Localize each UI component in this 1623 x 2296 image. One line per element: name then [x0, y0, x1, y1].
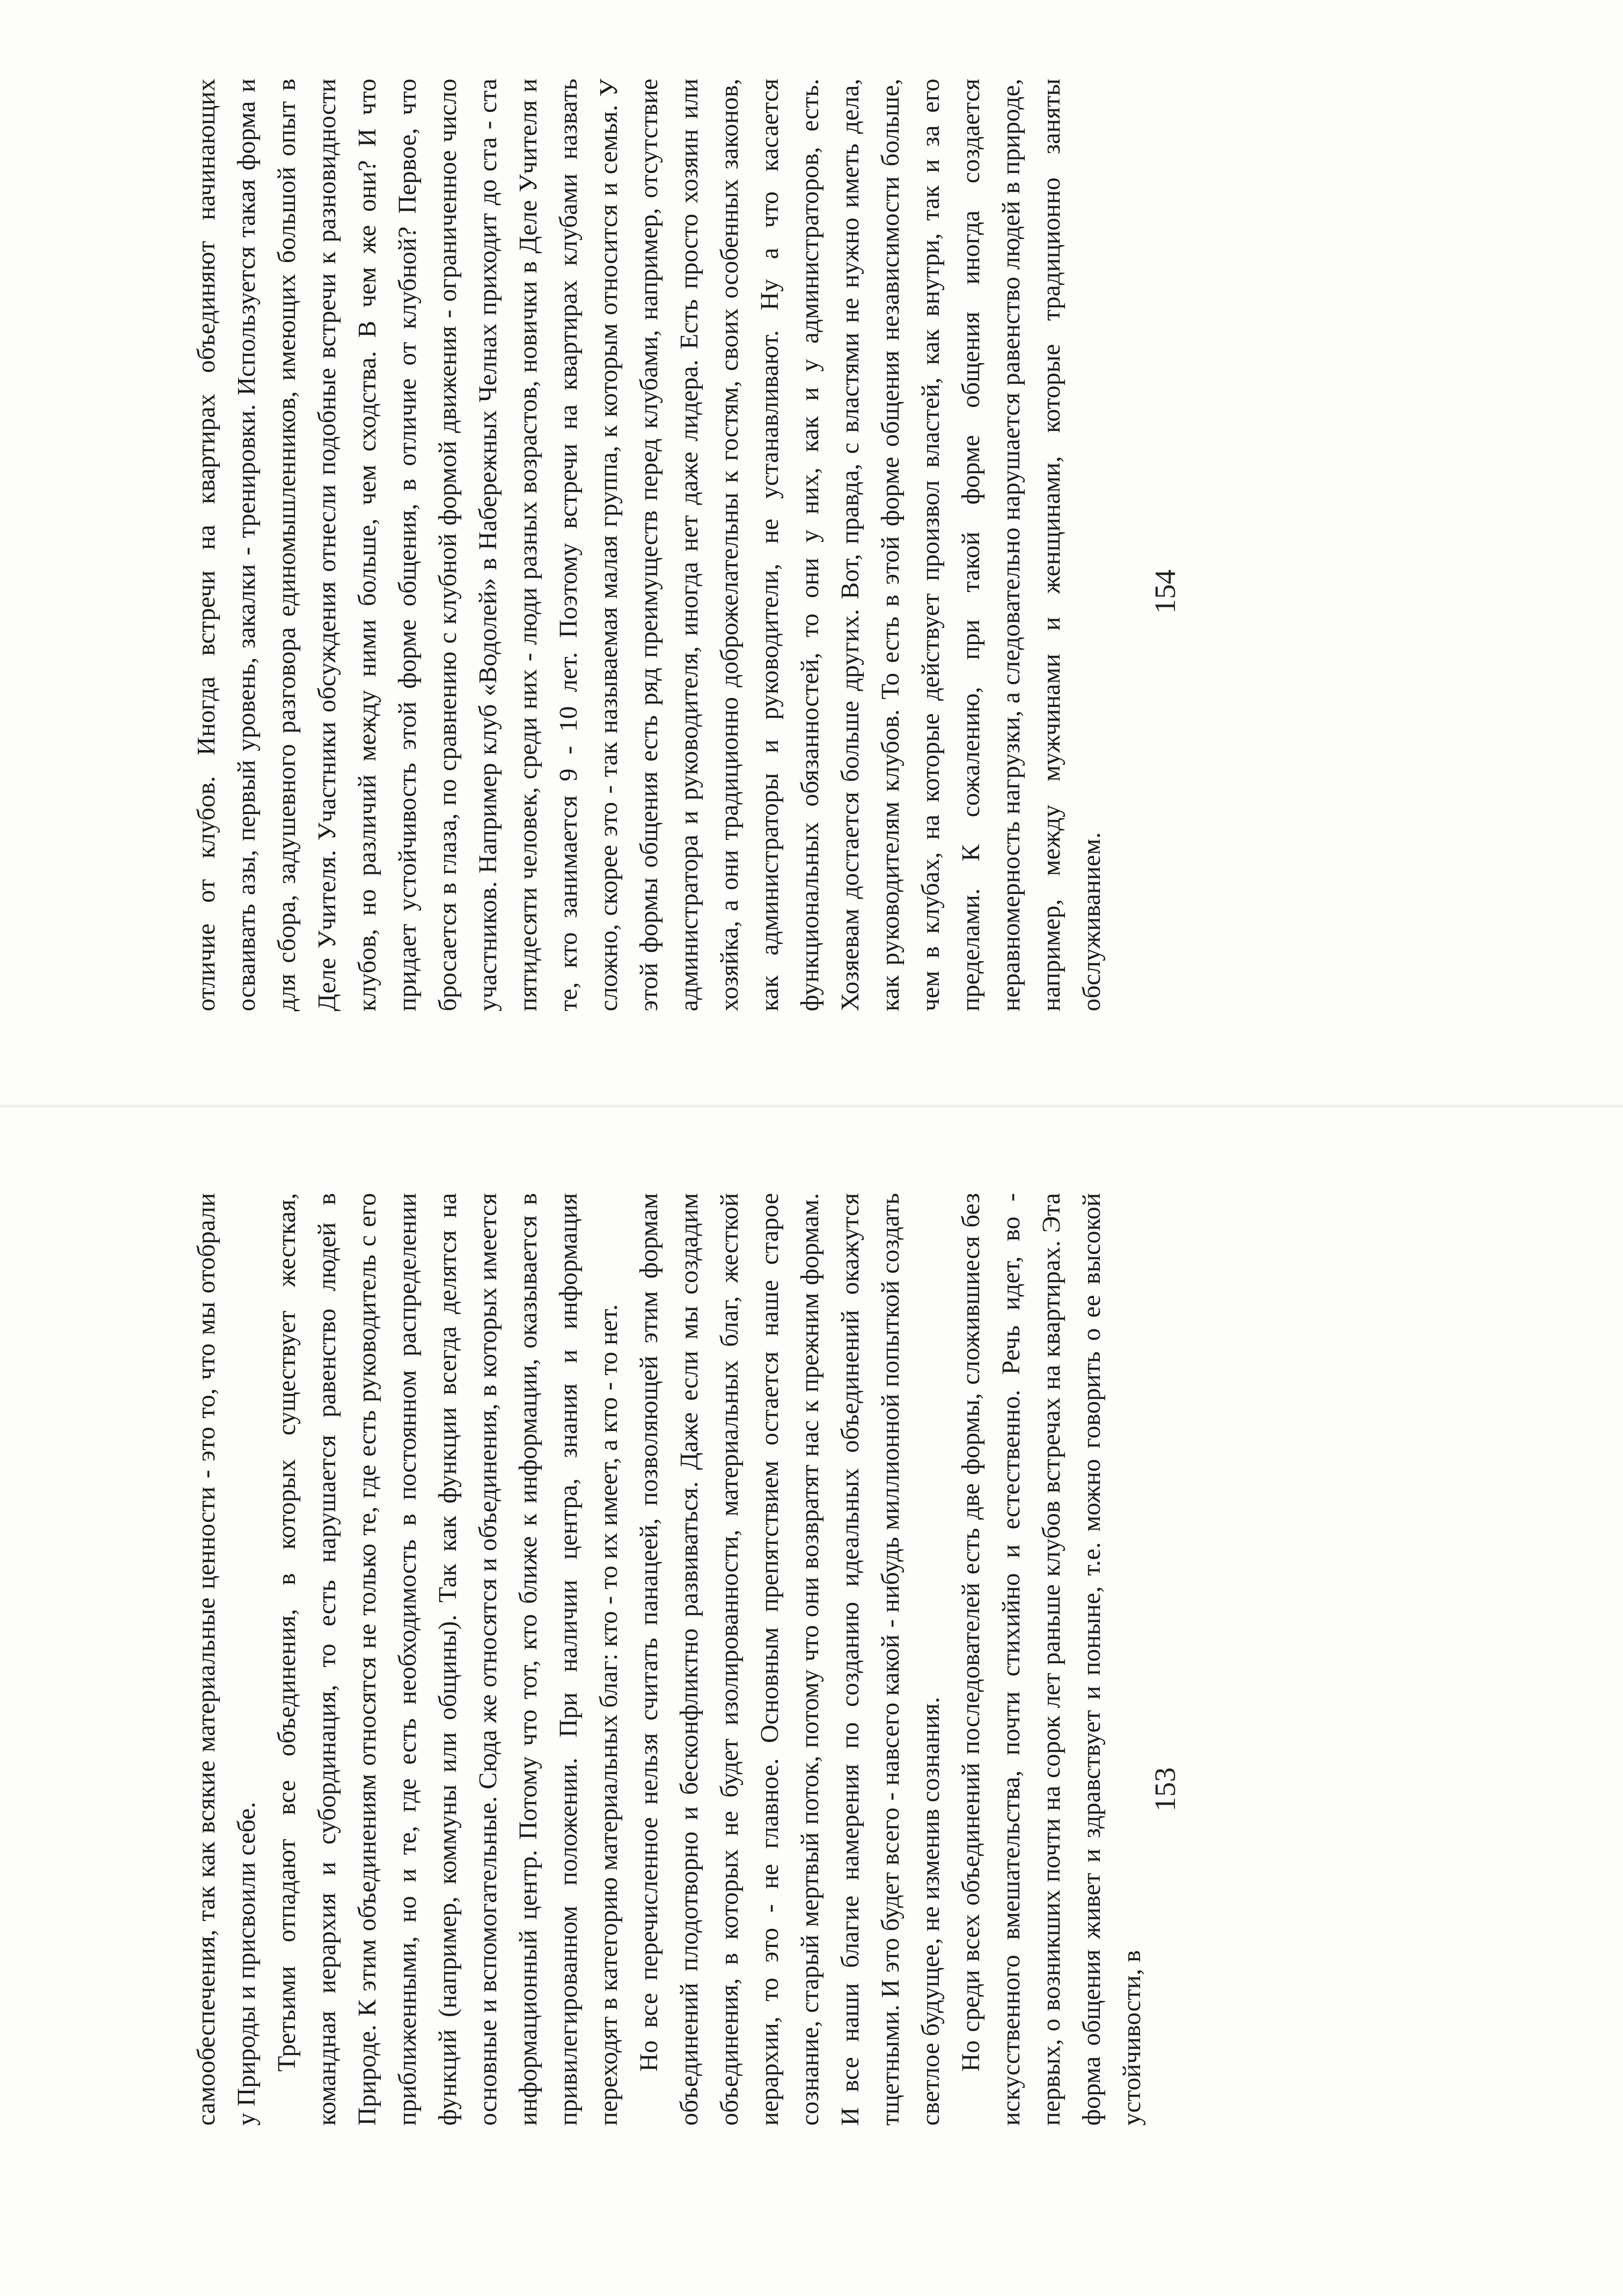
left-paragraph-2: Третьими отпадают все объединения, в которых существует жесткая, командная иерархия и субординация, то есть нарушается равенство людей в Природе. К этим объединениям относятся не только те, где есть руководитель с его приближенными, но и те, где есть необходимость в постоянном распределении функций (например, коммуны или общины). Так как функции всегда делятся на основные и вспомогательные. Сюда же относятся и объединения, в которых имеется информационный центр. Потому что тот, кто ближе к информации, оказывается в привилегированном положении. При наличии центра, знания и информация переходят в категорию материальных благ: кто - то их имеет, а кто - то нет.: [273, 1193, 623, 2126]
left-paragraph-3: Но все перечисленное нельзя считать панацеей, позволяющей этим формам объединений плодотворно и бесконфликтно развиваться. Даже если мы создадим объединения, в которых не будет изолированности, материальных благ, жесткой иерархии, то это - не главное. Основным препятствием остается наше старое сознание, старый мертвый поток, потому что они возвратят нас к прежним формам. И все наши благие намерения по созданию идеальных объединений окажутся тщетными. И это будет всего - навсего какой - нибудь миллионной попыткой создать светлое будущее, не изменив сознания.: [635, 1193, 945, 2126]
right-page-number: 154: [1149, 569, 1181, 614]
left-page-number: 153: [1149, 1767, 1181, 1811]
left-paragraph-1: самообеспечения, так как всякие материальные ценности - это то, что мы отобрали у Природы и присвоили себе.: [192, 1193, 261, 2126]
right-page-text: [186, 79, 1443, 1011]
page-fold: [0, 1105, 1623, 1107]
left-paragraph-4: Но среди всех объединений последователей есть две формы, сложившиеся без искусственного вмешательства, почти стихийно и естественно. Речь идет, во - первых, о возникших почти на сорок лет раньше клубов встречах на квартирах. Эта форма общения живет и здравствует и поныне, т.е. можно говорить о ее высокой устойчивости, в: [957, 1193, 1146, 2126]
left-page-text: [186, 1193, 1443, 2126]
right-paragraph-1: отличие от клубов. Иногда встречи на квартирах объединяют начинающих осваивать азы, первый уровень, закалки - тренировки. Используется такая форма и для сбора, задушевного разговора единомышленников, имеющих большой опыт в Деле Учителя. Участники обсуждения отнесли подобные встречи к разновидности клубов, но различий между ними больше, чем сходства. В чем же они? И что придает устойчивость этой форме общения, в отличие от клубной? Первое, что бросается в глаза, по сравнению с клубной формой движения - ограниченное число участников. Например клуб «Водолей» в Набережных Челнах приходит до ста - ста пятидесяти человек, среди них - люди разных возрастов, новички в Деле Учителя и те, кто занимается 9 - 10 лет. Поэтому встречи на квартирах клубами назвать сложно, скорее это - так называемая малая группа, к которым относится и семья. У этой формы общения есть ряд преимуществ перед клубами, например, отсутствие администратора и руководителя, иногда нет даже лидера. Есть просто хозяин или хозяйка, а они традиционно доброжелательны к гостям, своих особенных законов, как администраторы и руководители, не устанавливают. Ну а что касается функциональных обязанностей, то они у них, как и у администраторов, есть. Хозяевам достается больше других. Вот, правда, с властями не нужно иметь дела, как руководителям клубов. То есть в этой форме общения независимости больше, чем в клубах, на которые действует произвол властей, как внутри, так и за его пределами. К сожалению, при такой форме общения иногда создается неравномерность нагрузки, а следовательно нарушается равенство людей в природе, например, между мужчинами и женщинами, которые традиционно заняты обслуживанием.: [192, 79, 1106, 1011]
